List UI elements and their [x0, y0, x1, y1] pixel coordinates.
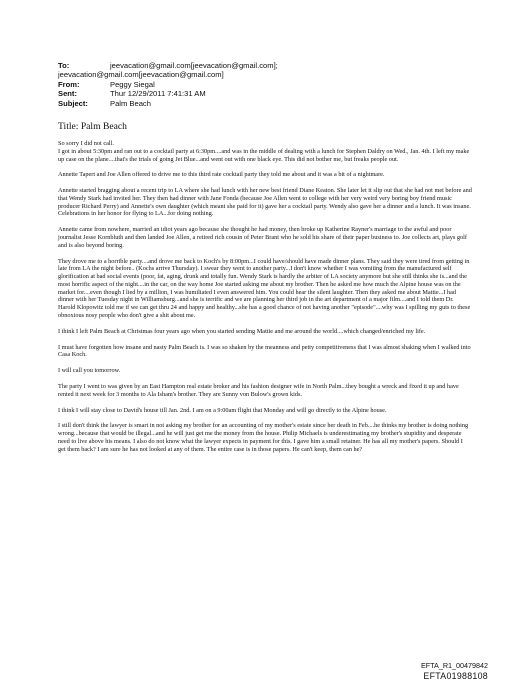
paragraph: Annette Tapert and Joe Allen offered to drive me to this third rate cocktail party they told me about and it was a bit of a nightmare.	[58, 171, 385, 179]
paragraph: I must have forgotten how insane and nasty Palm Beach is. I was so shaken by the meanness and petty competitiveness that I was almost shaking when I walked into Casa Koch.	[58, 343, 471, 359]
email-header	[58, 61, 498, 108]
from-label: From:	[58, 79, 80, 89]
to-value: jeevacation@gmail.com[jeevacation@gmail.com];	[110, 61, 278, 70]
to-row	[58, 61, 498, 70]
paragraph: I will call you tomorrow.	[58, 367, 121, 375]
paragraph: They drove me to a horrible party....and drove me back to Koch's by 8:00pm...I could have/should have made dinner plans. They said they were tired from getting in late from LA the night before.. (Kochs arrive Thursday). I swear they went to another party...I don't know whether I was vomiting from the manufactured self glorification at bad social events (poor, fat, aging, drunk and totally fun. Wendy Stark is hardly the arbiter of LA society anymore but she still thinks she is...and the most horrific aspect of the night....in the car, on the way home Joe started asking me about my brother. Then he asked me how much the Alpine house was on the market for....even though I lied by a million, I was humiliated I even answered him. You could hear the silent laughter. Then they asked me about Mattie...I had dinner with her Tuesday night in Williamsburg...and she is terrific and we are planning her third job in the art department of a major film....and I told them Dr. Harold Klopowitz told me if we can get thru 24 and happy and healthy...she has a good chance of not having another "episode"....why was I spilling my guts to these obnoxious nosy people who don't give a shit about me.	[58, 257, 471, 319]
paragraph: So sorry I did not call.	[58, 140, 114, 147]
subject-row	[58, 99, 498, 108]
paragraph: Annette started bragging about a recent trip to LA where she had lunch with her new best friend Diane Keaton. She later let it slip out that she had not met before and that Wendy Stark had invited her. They then had dinner with Jane Fonda (because Joe Allen went to college with her very weird very boring boy friend music producer Richard Perry) and Annette's own daughter (which meant she paid for it) gave her a cocktail party. Wendy also gave her a dinner and a lunch. It was insane. Celebrations in her honor for flying to LA...for doing nothing.	[58, 187, 472, 218]
from-row	[58, 80, 498, 89]
document-title: Title: Palm Beach	[58, 121, 127, 132]
subject-value: Palm Beach	[110, 98, 151, 108]
sent-value: Thur 12/29/2011 7:41:31 AM	[110, 89, 206, 99]
subject-label: Subject:	[58, 98, 88, 108]
paragraph: I still don't think the lawyer is smart in not asking my brother for an accounting of my mother's estate since her death in Feb....he thinks my brother is doing nothing wrong...because that would be illegal...and he will just get me the money from the house. Philip Michaels is underestimating my brother's stupidity and desperate need to live above his means. I also do not know what the lawyer expects in payment for this. I gave him a small retainer. He has all my mother's papers. Should I get them back? I am sure he has not looked at any of them. The entire case is in those papers. He can't keep, them can he?	[58, 422, 469, 453]
bates-number-small: EFTA_R1_00479842	[421, 661, 488, 670]
sent-label: Sent:	[58, 89, 77, 99]
bates-number-large: EFTA01988108	[423, 671, 488, 681]
from-value: Peggy Siegal	[110, 79, 155, 89]
to-label: To:	[58, 61, 70, 70]
paragraph: The party I went to was given by an East Hampton real estate broker and his fashion designer wife in North Palm...they bought a wreck and fixed it up and have rented it next week for 3 months to Ala Isham's brother. They are Sunny von Bulow's grown kids.	[58, 383, 459, 398]
paragraph: I think I will stay close to David's house till Jan. 2nd. I am on a 9:00am flight that Monday and will go directly to the Alpine house.	[58, 406, 387, 414]
paragraph: I got in about 5:30pm and ran out to a cocktail party at 6:30pm....and was in the middle of dealing with a lunch for Stephen Daldry on Wed., Jan. 4th. I left my make up case on the plane....that's the trials of going Jet Blue...and went out with one black eye. This did not bother me, but freaks people out.	[58, 147, 470, 163]
message-body	[58, 140, 472, 462]
sent-row	[58, 89, 498, 98]
paragraph: I think I left Palm Beach at Christmas four years ago when you started sending Mattie and me around the world....which changed/enriched my life.	[58, 327, 426, 335]
to-value-continued: jeevacation@gmail.com[jeevacation@gmail.com]	[58, 70, 224, 80]
paragraph: Annette came from nowhere, married an idiot years ago because she thought he had money, then broke up Katherine Rayner's marriage to the awful and poor journalist Jesse Kornbluth and then landed Joe Allen, a retired rich cousin of Peter Brant who he sold his share of their paper business to. Joe collects art, plays golf and is also beyond boring.	[58, 226, 467, 249]
